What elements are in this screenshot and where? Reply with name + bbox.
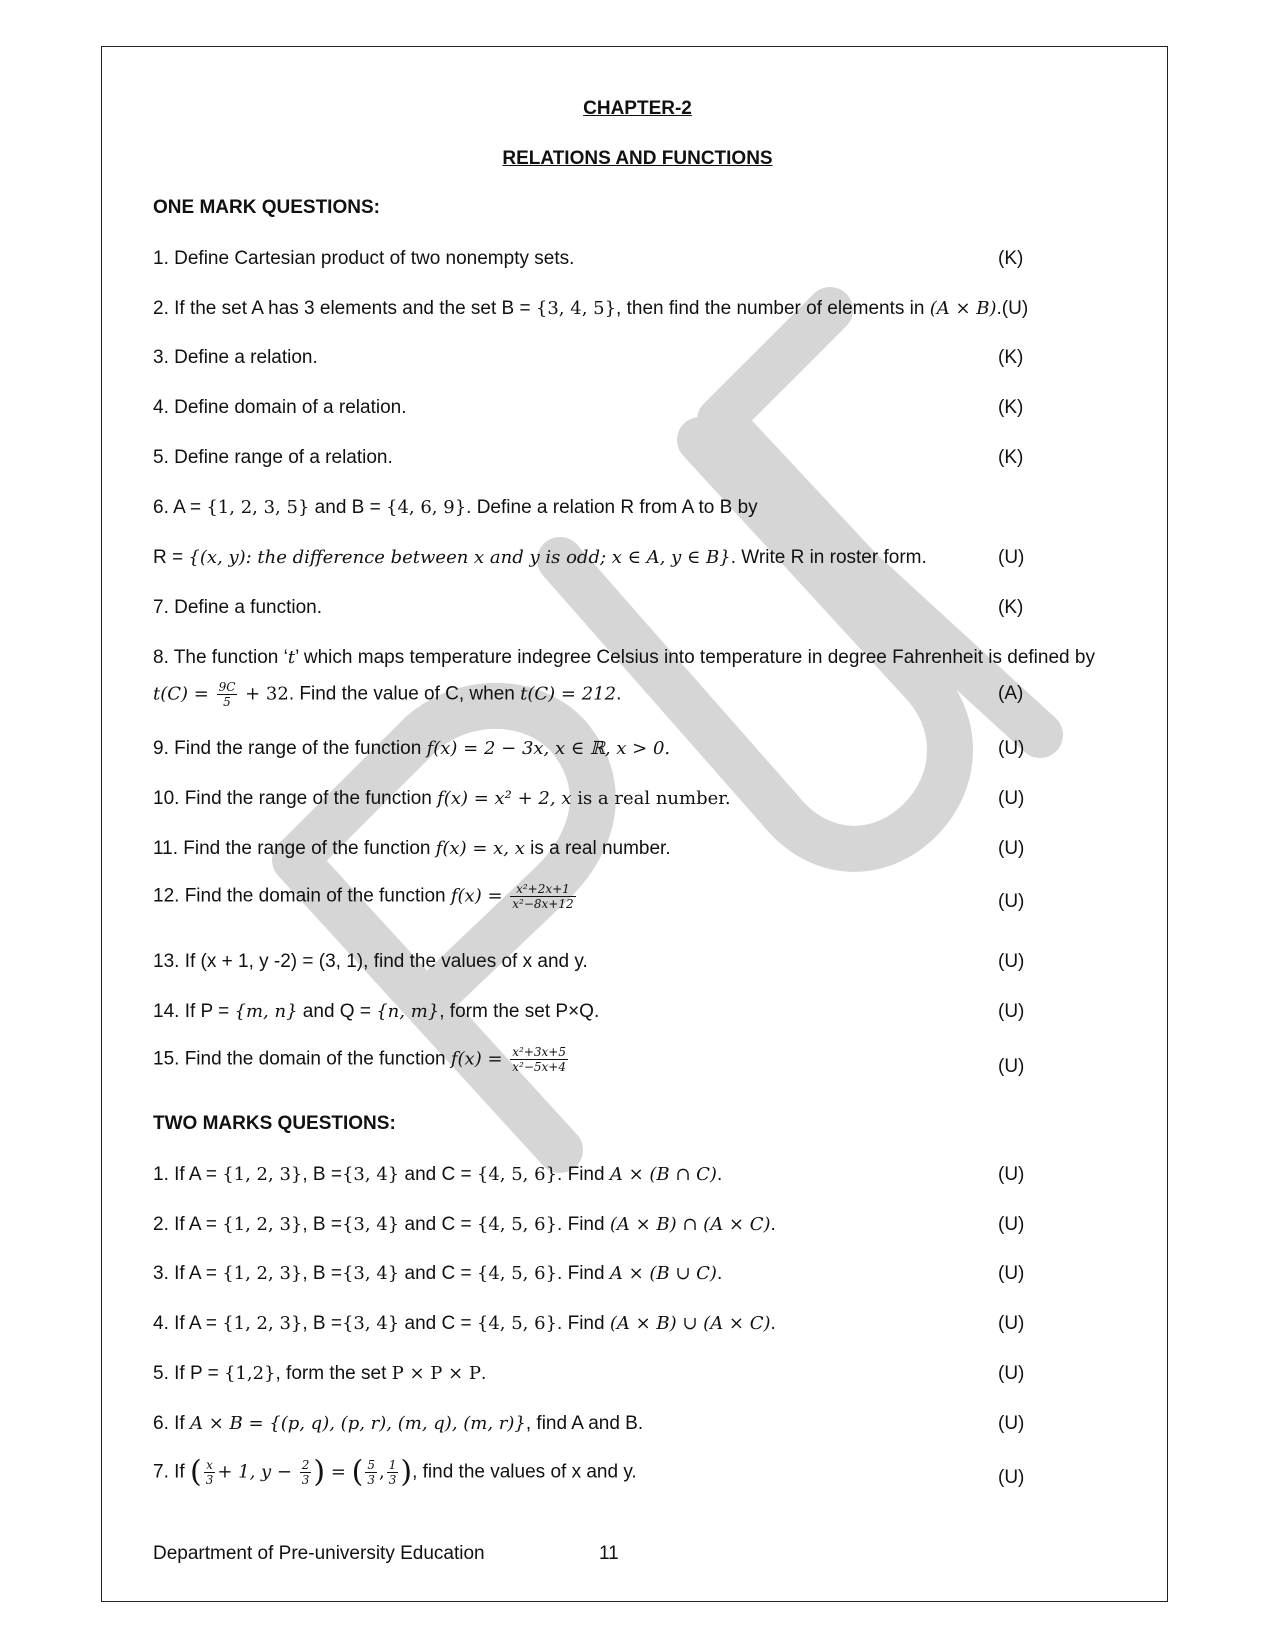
chapter-title: RELATIONS AND FUNCTIONS	[502, 148, 773, 169]
chapter-number: CHAPTER-2	[583, 98, 692, 119]
fraction: $\frac{\text{x²+3x+5}}{\text{x²−5x+4}}$	[512, 1045, 566, 1074]
two-marks-heading: TWO MARKS QUESTIONS:	[153, 1113, 396, 1134]
one-mark-heading: ONE MARK QUESTIONS:	[153, 197, 380, 218]
fraction: $\frac{9C}{5}$	[218, 680, 236, 709]
fraction: $\frac{x}{3}$	[205, 1458, 214, 1487]
question-1-mark-8-formula: t(C) = $\frac{9C}{5}$ + 32. Find the value of C, when t(C) = 212. (A)	[153, 680, 1024, 709]
footer-page-number: 11	[599, 1543, 619, 1564]
question-1-mark-15: 15. Find the domain of the function f(x) = $\frac{\text{x²+3x+5}}{\text{x²−5x+4}}$ (U)	[153, 1045, 1025, 1077]
question-1-mark-12: 12. Find the domain of the function f(x) = $\frac{\text{x²+2x+1}}{\text{x²−8x+12}}$ (U)	[153, 882, 1025, 912]
fraction: $\frac{2}{3}$	[301, 1458, 310, 1487]
fraction: $\frac{5}{3}$	[367, 1458, 375, 1487]
fraction: $\frac{\text{x²+2x+1}}{\text{x²−8x+12}}$	[512, 882, 574, 911]
question-2-marks-7: 7. If ( $\frac{x}{3}$ + 1, y − $\frac{2}{3}$ ) = ( $\frac{5}{3}$ , $\frac{1}{3}$ ), find the values of x and y. (U)	[153, 1454, 1025, 1490]
fraction: $\frac{1}{3}$	[388, 1458, 397, 1487]
footer-department: Department of Pre-university Education	[153, 1543, 485, 1564]
